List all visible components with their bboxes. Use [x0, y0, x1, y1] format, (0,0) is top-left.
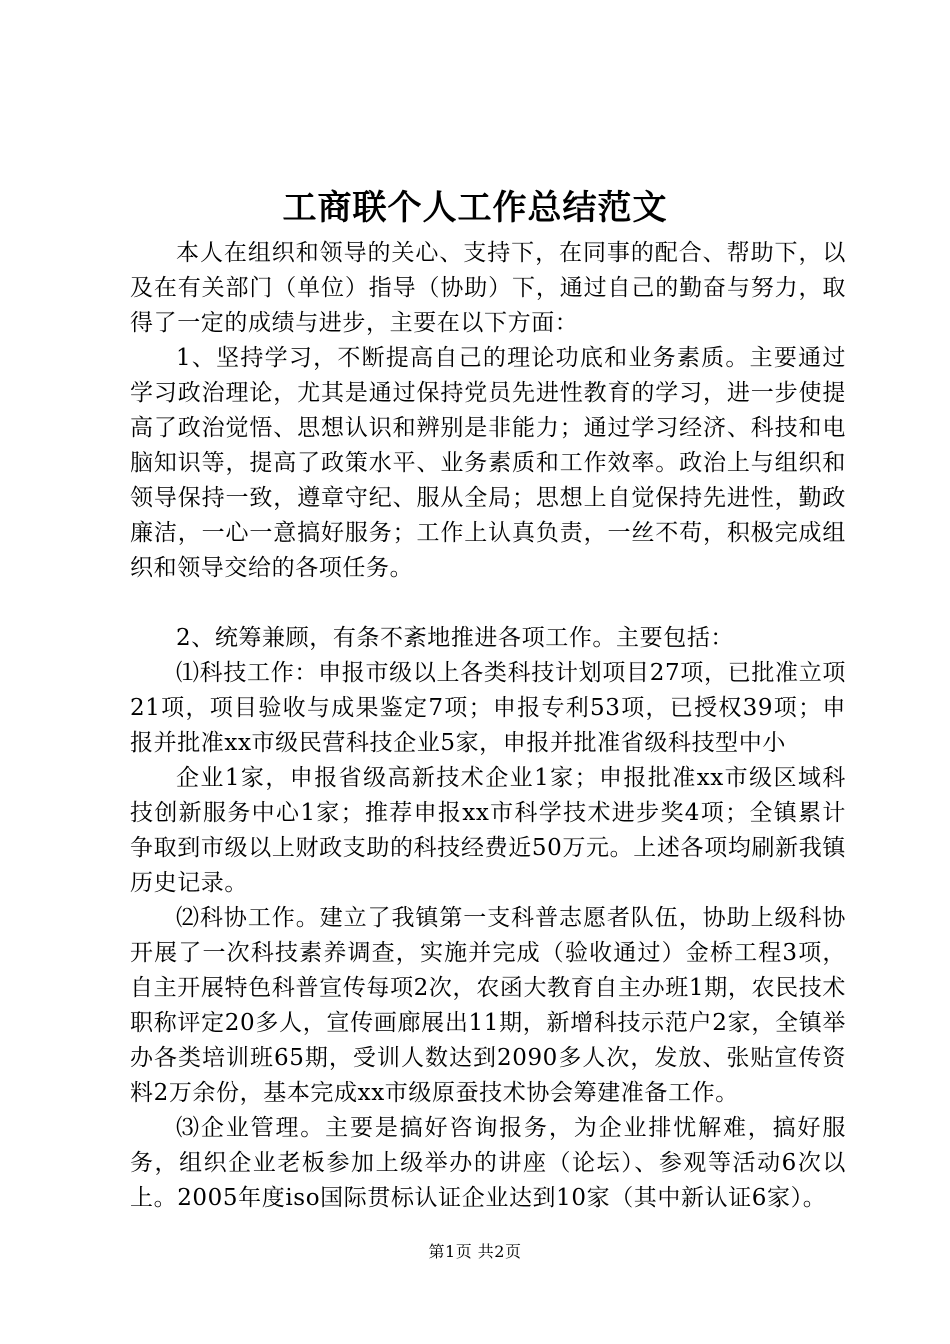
document-body — [130, 236, 846, 1216]
tech-work-paragraph: ⑴科技工作：申报市级以上各类科技计划项目27项，已批准立项21项，项目验收与成果鉴定7项；申报专利53项，已授权39项；申报并批准xx市级民营科技企业5家，申报并批准省级科技型中小 — [130, 660, 846, 756]
science-association-paragraph: ⑵科协工作。建立了我镇第一支科普志愿者队伍，协助上级科协开展了一次科技素养调查，实施并完成（验收通过）金桥工程3项，自主开展特色科普宣传每项2次，农函大教育自主办班1期，农民技术职称评定20多人，宣传画廊展出11期，新增科技示范户2家，全镇举办各类培训班65期，受训人数达到2090多人次，发放、张贴宣传资料2万余份，基本完成xx市级原蚕技术协会筹建准备工作。 — [130, 905, 846, 1106]
document-title: 工商联个人工作总结范文 — [282, 188, 668, 228]
page-number-footer: 第1页 共2页 — [428, 1242, 522, 1261]
enterprise-management-paragraph: ⑶企业管理。主要是搞好咨询报务，为企业排忧解难，搞好服务，组织企业老板参加上级举办的讲座（论坛）、参观等活动6次以上。2005年度iso国际贯标认证企业达到10家（其中新认证6家）。 — [130, 1115, 846, 1211]
tech-work-continued-paragraph: 企业1家，申报省级高新技术企业1家；申报批准xx市级区域科技创新服务中心1家；推荐申报xx市科学技术进步奖4项；全镇累计争取到市级以上财政支助的科技经费近50万元。上述各项均刷新我镇历史记录。 — [130, 765, 846, 896]
section-1-paragraph: 1、坚持学习，不断提高自己的理论功底和业务素质。主要通过学习政治理论，尤其是通过保持党员先进性教育的学习，进一步使提高了政治觉悟、思想认识和辨别是非能力；通过学习经济、科技和电脑知识等，提高了政策水平、业务素质和工作效率。政治上与组织和领导保持一致，遵章守纪、服从全局；思想上自觉保持先进性，勤政廉洁，一心一意搞好服务；工作上认真负责，一丝不苟，积极完成组织和领导交给的各项任务。 — [130, 345, 846, 581]
intro-paragraph: 本人在组织和领导的关心、支持下，在同事的配合、帮助下，以及在有关部门（单位）指导（协助）下，通过自己的勤奋与努力，取得了一定的成绩与进步，主要在以下方面： — [130, 240, 846, 336]
section-2-heading: 2、统筹兼顾，有条不紊地推进各项工作。主要包括： — [176, 625, 735, 651]
